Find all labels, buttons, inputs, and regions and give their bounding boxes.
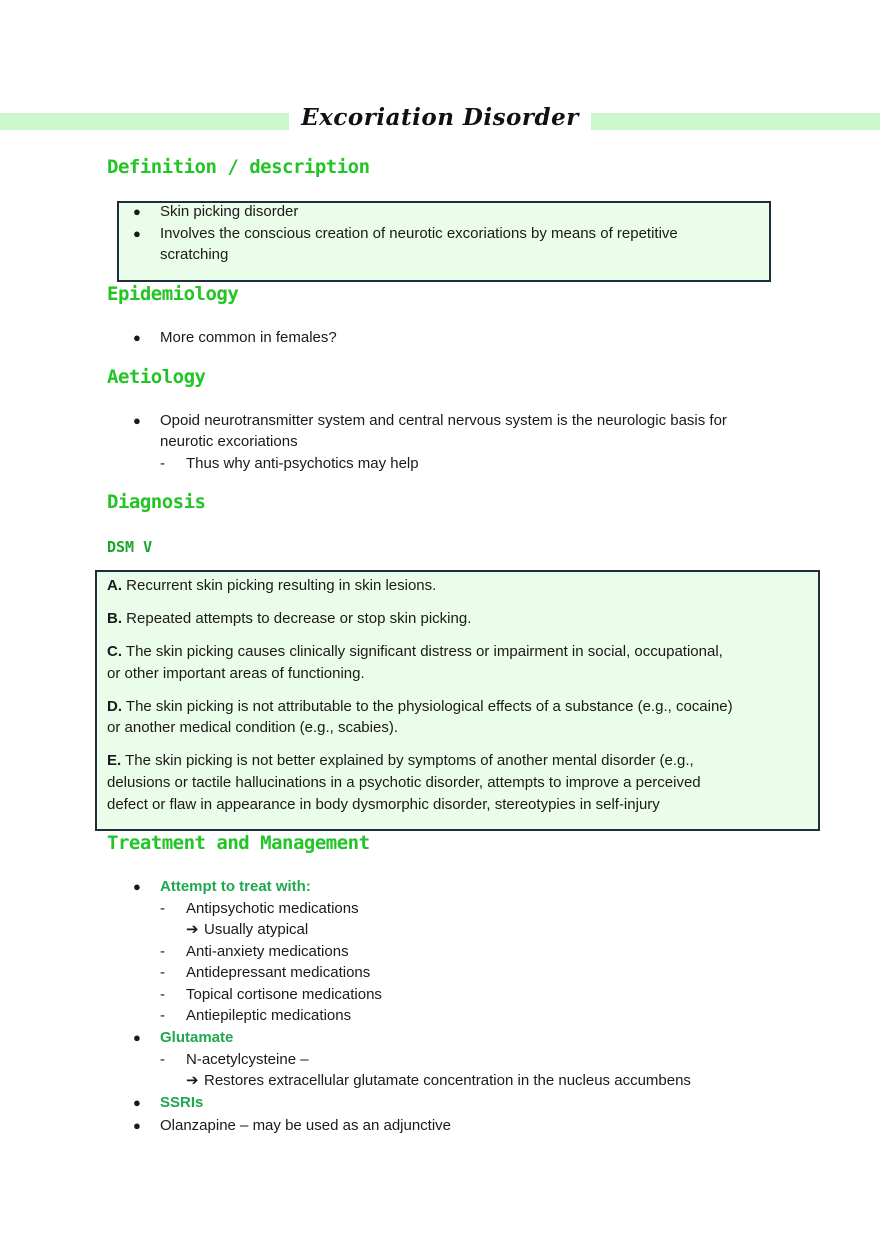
epidemiology-item: More common in females? <box>160 329 337 346</box>
criterion-b: B. Repeated attempts to decrease or stop skin picking. <box>107 610 472 627</box>
dash-icon: - <box>160 900 165 917</box>
page-title-wrap <box>0 104 880 131</box>
heading-definition: Definition / description <box>107 156 370 178</box>
heading-diagnosis: Diagnosis <box>107 491 206 513</box>
criterion-e-continued: defect or flaw in appearance in body dysmorphic disorder, stereotypies in self-injury <box>107 796 660 813</box>
aetiology-item: Opoid neurotransmitter system and central nervous system is the neurologic basis for <box>160 412 727 429</box>
dash-icon: - <box>160 964 165 981</box>
treatment-item: Anti-anxiety medications <box>186 943 349 960</box>
heading-epidemiology: Epidemiology <box>107 283 239 305</box>
dash-icon: - <box>160 986 165 1003</box>
aetiology-item-continued: neurotic excoriations <box>160 433 298 450</box>
definition-item-continued: scratching <box>160 246 229 263</box>
criterion-c-continued: or other important areas of functioning. <box>107 665 365 682</box>
criterion-a: A. Recurrent skin picking resulting in skin lesions. <box>107 577 437 594</box>
dash-icon: - <box>160 455 165 472</box>
bullet-icon: ● <box>133 413 141 428</box>
definition-item: Skin picking disorder <box>160 203 299 220</box>
treatment-item: Topical cortisone medications <box>186 986 382 1003</box>
treatment-subitem: Restores extracellular glutamate concentration in the nucleus accumbens <box>204 1072 691 1089</box>
treatment-glutamate-label: Glutamate <box>160 1029 234 1046</box>
treatment-subitem: Usually atypical <box>204 921 309 938</box>
bullet-icon: ● <box>133 1095 141 1110</box>
bullet-icon: ● <box>133 1030 141 1045</box>
dash-icon: - <box>160 1051 165 1068</box>
treatment-attempt-label: Attempt to treat with: <box>160 878 311 895</box>
arrow-icon: ➔ <box>186 921 199 938</box>
criterion-c: C. The skin picking causes clinically significant distress or impairment in social, occupational, <box>107 643 723 660</box>
subheading-dsm: DSM V <box>107 538 153 556</box>
bullet-icon: ● <box>133 1118 141 1133</box>
heading-treatment: Treatment and Management <box>107 832 370 854</box>
page-title: Excoriation Disorder <box>289 104 591 131</box>
criterion-d-continued: or another medical condition (e.g., scabies). <box>107 719 398 736</box>
treatment-olanzapine: Olanzapine – may be used as an adjunctive <box>160 1117 452 1134</box>
bullet-icon: ● <box>133 204 141 219</box>
definition-item: Involves the conscious creation of neurotic excoriations by means of repetitive <box>160 225 678 242</box>
arrow-icon: ➔ <box>186 1072 199 1089</box>
heading-aetiology: Aetiology <box>107 366 206 388</box>
bullet-icon: ● <box>133 879 141 894</box>
treatment-item: N-acetylcysteine – <box>186 1051 309 1068</box>
dash-icon: - <box>160 1007 165 1024</box>
treatment-item: Antiepileptic medications <box>186 1007 352 1024</box>
dash-icon: - <box>160 943 165 960</box>
bullet-icon: ● <box>133 330 141 345</box>
criterion-e: E. The skin picking is not better explained by symptoms of another mental disorder (e.g., <box>107 752 694 769</box>
criterion-e-continued: delusions or tactile hallucinations in a psychotic disorder, attempts to improve a perceived <box>107 774 701 791</box>
aetiology-subitem: Thus why anti-psychotics may help <box>186 455 419 472</box>
treatment-ssri-label: SSRIs <box>160 1094 204 1111</box>
treatment-item: Antidepressant medications <box>186 964 371 981</box>
criterion-d: D. The skin picking is not attributable to the physiological effects of a substance (e.g., cocaine) <box>107 698 733 715</box>
treatment-item: Antipsychotic medications <box>186 900 359 917</box>
bullet-icon: ● <box>133 226 141 241</box>
